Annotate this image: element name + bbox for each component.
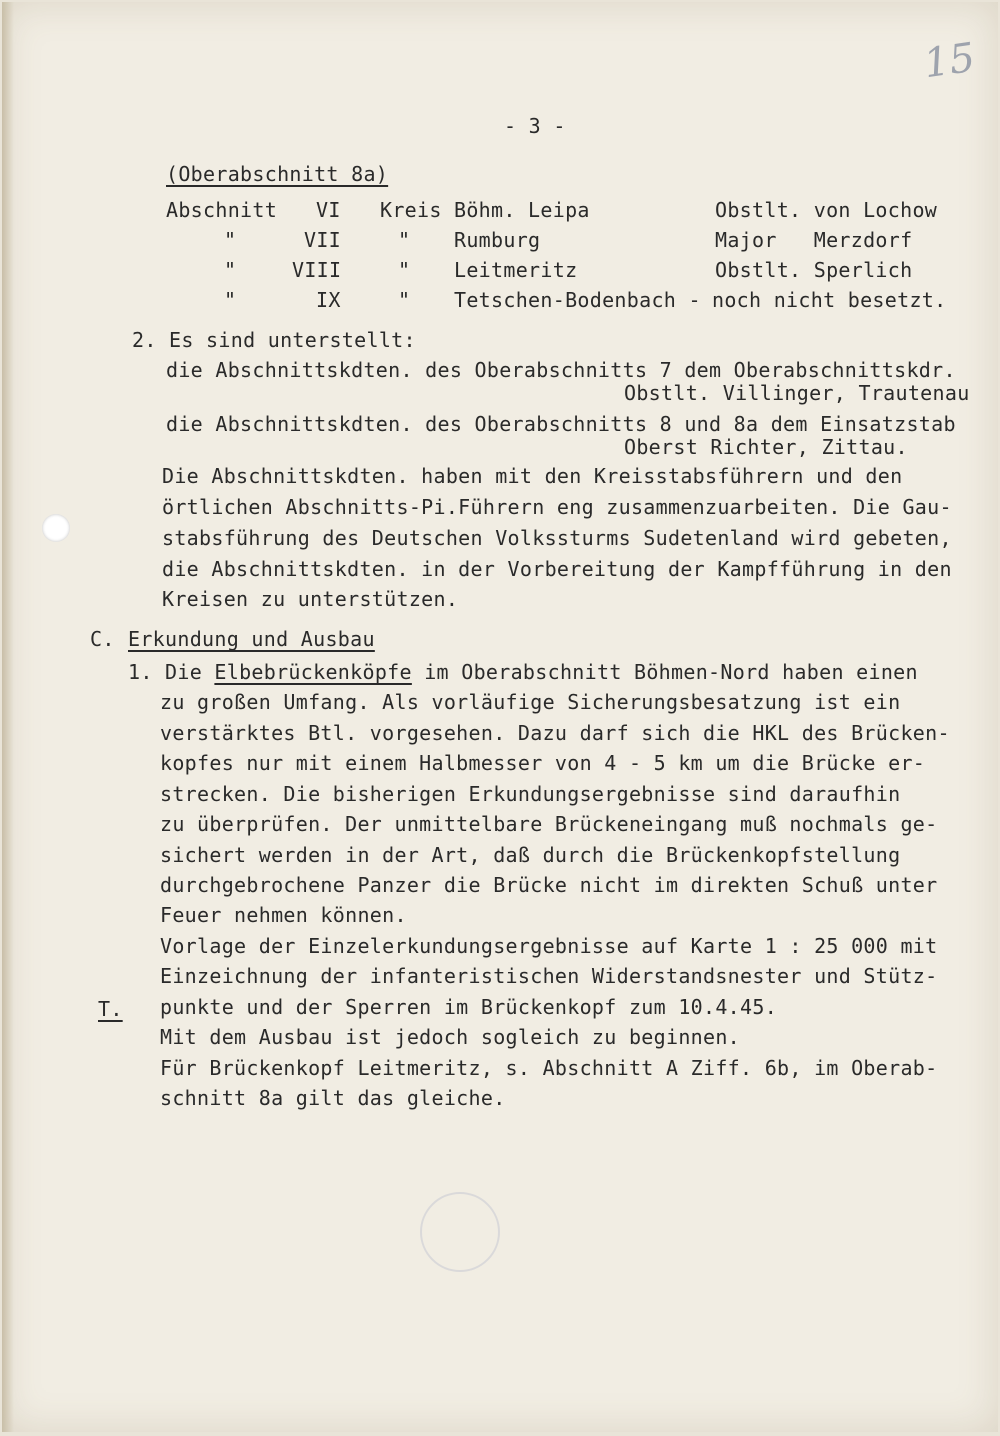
item-prefix: 1. Die bbox=[128, 660, 215, 684]
pencil-page-number: 15 bbox=[921, 34, 978, 88]
table-cell: VIII bbox=[292, 258, 342, 282]
text-line: Mit dem Ausbau ist jedoch sogleich zu beginnen. bbox=[160, 1025, 741, 1049]
table-cell: " bbox=[224, 258, 237, 282]
item-keyword: Elbebrückenköpfe bbox=[214, 660, 412, 684]
table-cell: Leitmeritz bbox=[454, 258, 578, 282]
text-line: stabsführung des Deutschen Volkssturms Sudetenland wird gebeten, bbox=[162, 526, 952, 550]
text-line: sichert werden in der Art, daß durch die Brückenkopfstellung bbox=[160, 843, 901, 867]
text-line: Oberst Richter, Zittau. bbox=[624, 435, 908, 459]
faint-stamp bbox=[420, 1192, 500, 1272]
table-cell: Major Merzdorf bbox=[715, 228, 913, 252]
margin-mark: T. bbox=[98, 997, 123, 1021]
text-line: Kreisen zu unterstützen. bbox=[162, 587, 459, 611]
table-cell: Böhm. Leipa bbox=[454, 198, 590, 222]
text-line: Einzeichnung der infanteristischen Widerstandsnester und Stütz- bbox=[160, 964, 938, 988]
table-cell: Obstlt. Sperlich bbox=[715, 258, 913, 282]
table-cell: " bbox=[398, 288, 411, 312]
page-label: - 3 - bbox=[504, 114, 566, 138]
table-cell: " bbox=[398, 228, 411, 252]
table-cell: " bbox=[398, 258, 411, 282]
text-line: Die Abschnittskdten. haben mit den Kreisstabsführern und den bbox=[162, 464, 903, 488]
table-cell: " bbox=[224, 288, 237, 312]
item-suffix: im Oberabschnitt Böhmen-Nord haben einen bbox=[411, 660, 918, 684]
text-line: strecken. Die bisherigen Erkundungsergebnisse sind daraufhin bbox=[160, 782, 901, 806]
text-line bbox=[128, 662, 918, 682]
text-line: kopfes nur mit einem Halbmesser von 4 - 5 km um die Brücke er- bbox=[160, 751, 926, 775]
text-line: die Abschnittskdten. des Oberabschnitts 7 dem Oberabschnittskdr. bbox=[166, 358, 956, 382]
punch-hole bbox=[42, 514, 70, 542]
table-cell: Tetschen-Bodenbach - bbox=[454, 288, 701, 312]
text-line: durchgebrochene Panzer die Brücke nicht im direkten Schuß unter bbox=[160, 873, 938, 897]
text-line: die Abschnittskdten. des Oberabschnitts 8 und 8a dem Einsatzstab bbox=[166, 412, 956, 436]
text-line: Obstlt. Villinger, Trautenau bbox=[624, 381, 970, 405]
table-cell: IX bbox=[316, 288, 341, 312]
sub-section-heading: (Oberabschnitt 8a) bbox=[166, 162, 389, 186]
text-line: zu überprüfen. Der unmittelbare Brückeneingang muß nochmals ge- bbox=[160, 812, 938, 836]
table-cell: Obstlt. von Lochow bbox=[715, 198, 938, 222]
text-line: schnitt 8a gilt das gleiche. bbox=[160, 1086, 506, 1110]
table-cell: Abschnitt bbox=[166, 198, 278, 222]
table-cell: " bbox=[224, 228, 237, 252]
text-line: Vorlage der Einzelerkundungsergebnisse auf Karte 1 : 25 000 mit bbox=[160, 934, 938, 958]
text-line: 2. Es sind unterstellt: bbox=[132, 328, 416, 352]
section-letter: C. bbox=[90, 627, 115, 651]
table-cell: VII bbox=[304, 228, 342, 252]
text-line: verstärktes Btl. vorgesehen. Dazu darf sich die HKL des Brücken- bbox=[160, 721, 950, 745]
text-line: Feuer nehmen können. bbox=[160, 903, 407, 927]
text-line: die Abschnittskdten. in der Vorbereitung der Kampfführung in den bbox=[162, 557, 952, 581]
table-cell: Kreis bbox=[380, 198, 442, 222]
section-heading: Erkundung und Ausbau bbox=[128, 627, 375, 651]
text-line: punkte und der Sperren im Brückenkopf zum 10.4.45. bbox=[160, 995, 778, 1019]
text-line: Für Brückenkopf Leitmeritz, s. Abschnitt A Ziff. 6b, im Oberab- bbox=[160, 1056, 938, 1080]
paper-edge-shadow bbox=[2, 2, 14, 1432]
text-line: zu großen Umfang. Als vorläufige Sicherungsbesatzung ist ein bbox=[160, 690, 901, 714]
text-line: örtlichen Abschnitts-Pi.Führern eng zusammenzuarbeiten. Die Gau- bbox=[162, 495, 952, 519]
document-page bbox=[2, 2, 998, 1432]
table-cell: Rumburg bbox=[454, 228, 541, 252]
table-cell: noch nicht besetzt. bbox=[712, 288, 947, 312]
table-cell: VI bbox=[316, 198, 341, 222]
